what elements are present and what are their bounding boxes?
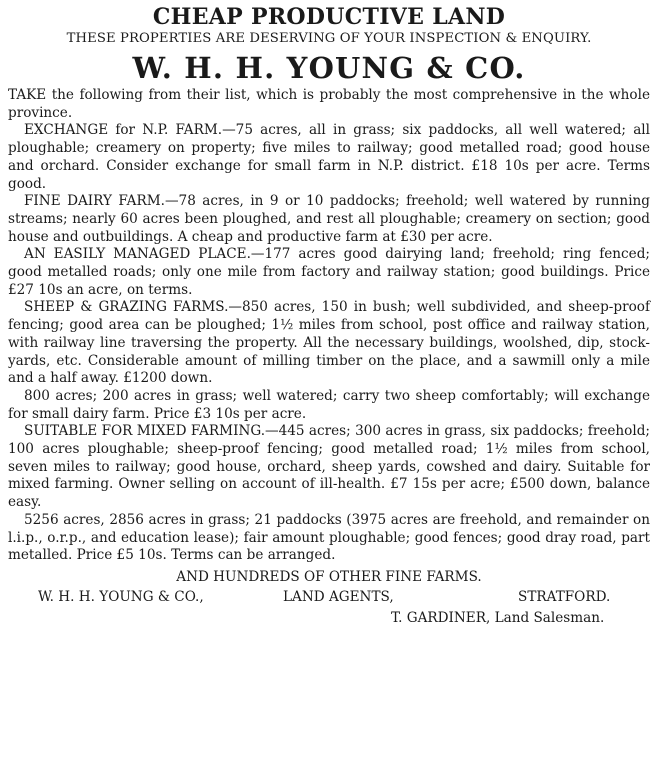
listing-paragraph: 800 acres; 200 acres in grass; well watered; carry two sheep comfortably; will exchange for small dairy farm. Price £3 10s per acre. — [8, 387, 650, 422]
listings-body — [8, 87, 650, 565]
listing-paragraph: AN EASILY MANAGED PLACE.—177 acres good dairying land; freehold; ring fenced; good metalled roads; only one mile from factory and railway station; good buildings. Price £27 10s an acre, on terms. — [8, 246, 650, 298]
firm-name: W. H. H. YOUNG & CO. — [132, 51, 526, 85]
listing-paragraph: 5256 acres, 2856 acres in grass; 21 paddocks (3975 acres are freehold, and remainder on l.i.p., o.r.p., and education lease); fair amount ploughable; good fences; good dray road, part metalled. Price £5 10s. Terms can be arranged. — [8, 511, 650, 564]
footer-town: STRATFORD. — [518, 588, 611, 605]
footer-agent: W. H. H. YOUNG & CO., — [38, 588, 204, 605]
footer-role: LAND AGENTS, — [283, 588, 394, 605]
listing-paragraph: EXCHANGE for N.P. FARM.—75 acres, all in grass; six paddocks, all well watered; all ploughable; creamery on property; five miles to railway; good metalled road; good house and orchard. Consider exchange for small farm in N.P. district. £18 10s per acre. Terms good. — [8, 122, 650, 192]
listing-paragraph: SHEEP & GRAZING FARMS.—850 acres, 150 in bush; well subdivided, and sheep-proof fencing; good area can be ploughed; 1½ miles from school, post office and railway station, with railway line traversing the property. All the necessary buildings, woolshed, dip, stock-yards, etc. Considerable amount of milling timber on the place, and a sawmill only a mile and a half away. £1200 down. — [8, 299, 650, 387]
advert-subheadline: THESE PROPERTIES ARE DESERVING OF YOUR INSPECTION & ENQUIRY. — [66, 31, 592, 46]
advert-footer — [8, 587, 650, 629]
listing-paragraph: SUITABLE FOR MIXED FARMING.—445 acres; 300 acres in grass, six paddocks; freehold; 100 acres ploughable; sheep-proof fencing; good metalled road; 1½ miles from school, seven miles to railway; good house, orchard, sheep yards, cowshed and dairy. Suitable for mixed farming. Owner selling on account of ill-health. £7 15s per acre; £500 down, balance easy. — [8, 423, 650, 511]
advert-headline: CHEAP PRODUCTIVE LAND — [152, 4, 506, 30]
footer-salesman: T. GARDINER, Land Salesman. — [391, 609, 605, 626]
listing-paragraph: FINE DAIRY FARM.—78 acres, in 9 or 10 paddocks; freehold; well watered by running streams; nearly 60 acres been ploughed, and rest all ploughable; creamery on section; good house and outbuildings. A cheap and productive farm at £30 per acre. — [8, 193, 650, 245]
intro-paragraph: TAKE the following from their list, which is probably the most comprehensive in the whole province. — [8, 87, 650, 121]
closing-line: AND HUNDREDS OF OTHER FINE FARMS. — [176, 568, 482, 585]
